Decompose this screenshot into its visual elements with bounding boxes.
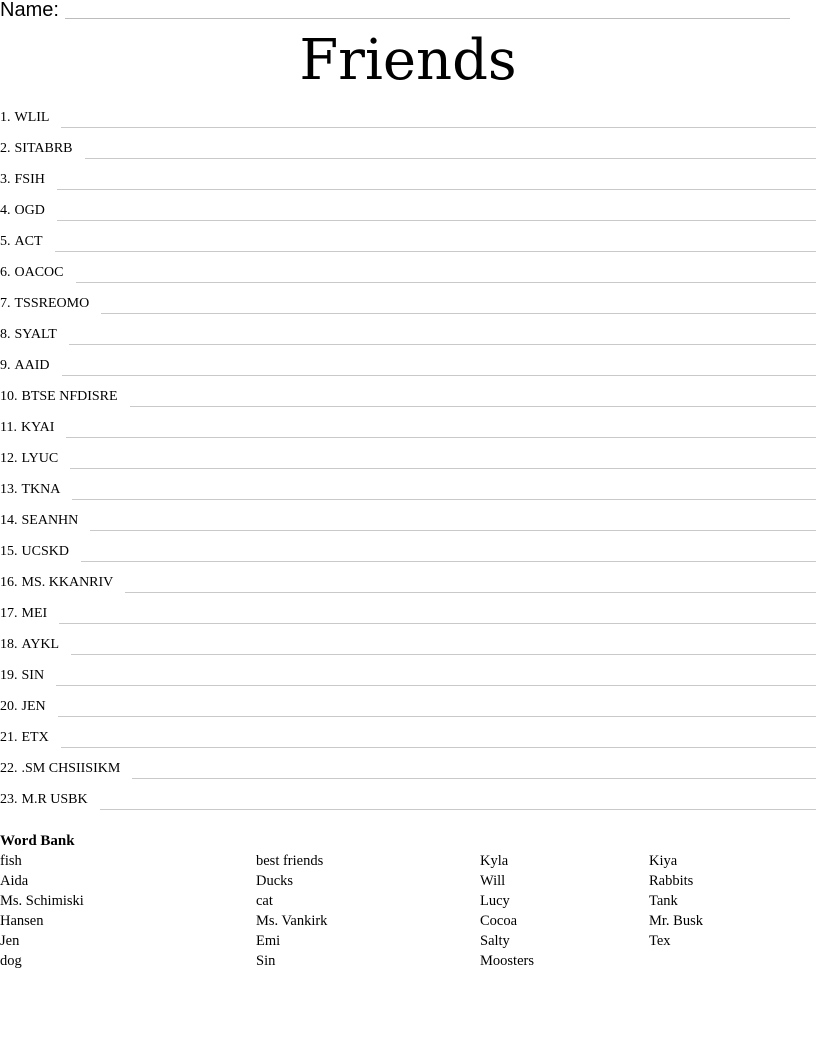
answer-line[interactable] xyxy=(58,716,816,717)
name-field-row xyxy=(0,0,790,20)
word-bank-column-3 xyxy=(480,851,534,971)
item-number: 16. xyxy=(0,575,18,590)
item-number: 3. xyxy=(0,172,11,187)
scramble-item xyxy=(0,542,816,573)
scramble-item xyxy=(0,294,816,325)
scrambled-word: LYUC xyxy=(21,451,59,466)
scramble-item xyxy=(0,263,816,294)
scrambled-word: ETX xyxy=(21,730,49,745)
scrambled-word: SYALT xyxy=(14,327,57,342)
scrambled-word: UCSKD xyxy=(21,544,69,559)
answer-line[interactable] xyxy=(70,468,816,469)
item-number: 13. xyxy=(0,482,18,497)
scramble-item xyxy=(0,573,816,604)
answer-line[interactable] xyxy=(125,592,816,593)
scramble-item xyxy=(0,759,816,790)
name-blank-line[interactable] xyxy=(65,18,790,19)
answer-line[interactable] xyxy=(76,282,816,283)
answer-line[interactable] xyxy=(130,406,816,407)
scrambled-word: ACT xyxy=(14,234,43,249)
item-number: 9. xyxy=(0,358,11,373)
scramble-item xyxy=(0,387,816,418)
scramble-item xyxy=(0,325,816,356)
word-bank-entry: best friends xyxy=(256,853,324,869)
scrambled-word: JEN xyxy=(21,699,46,714)
word-bank-column-1 xyxy=(0,851,84,971)
scrambled-word: MEI xyxy=(21,606,48,621)
item-number: 8. xyxy=(0,327,11,342)
word-bank-entry: Cocoa xyxy=(480,913,518,929)
word-bank-entry: Moosters xyxy=(480,953,534,969)
word-bank-entry: Kyla xyxy=(480,853,509,869)
answer-line[interactable] xyxy=(81,561,816,562)
scrambled-word: OACOC xyxy=(14,265,64,280)
scramble-item xyxy=(0,201,816,232)
item-number: 15. xyxy=(0,544,18,559)
word-bank-entry: Will xyxy=(480,873,506,889)
answer-line[interactable] xyxy=(71,654,816,655)
item-number: 22. xyxy=(0,761,18,776)
scramble-item xyxy=(0,728,816,759)
item-number: 4. xyxy=(0,203,11,218)
word-bank-entry: Aida xyxy=(0,873,29,889)
item-number: 12. xyxy=(0,451,18,466)
word-bank-entry: Lucy xyxy=(480,893,510,909)
scrambled-word: BTSE NFDISRE xyxy=(21,389,118,404)
word-bank-entry: Ms. Vankirk xyxy=(256,913,328,929)
item-number: 23. xyxy=(0,792,18,807)
word-bank-entry: Emi xyxy=(256,933,281,949)
item-number: 7. xyxy=(0,296,11,311)
answer-line[interactable] xyxy=(62,375,816,376)
answer-line[interactable] xyxy=(57,220,816,221)
item-number: 6. xyxy=(0,265,11,280)
scrambled-word: M.R USBK xyxy=(21,792,88,807)
scrambled-word: MS. KKANRIV xyxy=(21,575,114,590)
answer-line[interactable] xyxy=(66,437,816,438)
answer-line[interactable] xyxy=(56,685,816,686)
answer-line[interactable] xyxy=(101,313,816,314)
scramble-item xyxy=(0,511,816,542)
scramble-item xyxy=(0,697,816,728)
scrambled-word: SIN xyxy=(21,668,45,683)
word-bank-entry: Hansen xyxy=(0,913,44,929)
scrambled-word: AYKL xyxy=(21,637,60,652)
word-bank-title: Word Bank xyxy=(0,833,75,849)
item-number: 11. xyxy=(0,420,17,435)
scramble-item xyxy=(0,170,816,201)
item-number: 14. xyxy=(0,513,18,528)
answer-line[interactable] xyxy=(57,189,816,190)
scramble-item xyxy=(0,449,816,480)
item-number: 5. xyxy=(0,234,11,249)
answer-line[interactable] xyxy=(61,747,816,748)
word-bank-entry: Sin xyxy=(256,953,276,969)
scramble-item xyxy=(0,666,816,697)
word-bank-column-4 xyxy=(649,851,703,951)
answer-line[interactable] xyxy=(100,809,816,810)
word-bank-entry: dog xyxy=(0,953,22,969)
item-number: 10. xyxy=(0,389,18,404)
answer-line[interactable] xyxy=(59,623,816,624)
page-title: Friends xyxy=(299,28,517,93)
scramble-item xyxy=(0,232,816,263)
word-bank-entry: Ms. Schimiski xyxy=(0,893,84,909)
scrambled-word: KYAI xyxy=(20,420,55,435)
item-number: 18. xyxy=(0,637,18,652)
scrambled-word: AAID xyxy=(14,358,50,373)
answer-line[interactable] xyxy=(69,344,816,345)
scramble-item xyxy=(0,604,816,635)
item-number: 2. xyxy=(0,141,11,156)
scrambled-word: FSIH xyxy=(14,172,45,187)
answer-line[interactable] xyxy=(72,499,816,500)
answer-line[interactable] xyxy=(85,158,816,159)
word-bank-column-2 xyxy=(256,851,327,971)
name-label: Name: xyxy=(0,0,59,21)
scrambled-word: SEANHN xyxy=(21,513,79,528)
scramble-item xyxy=(0,480,816,511)
word-bank-entry: Kiya xyxy=(649,853,678,869)
item-number: 19. xyxy=(0,668,18,683)
scramble-item xyxy=(0,108,816,139)
scrambled-word: SITABRB xyxy=(14,141,73,156)
item-number: 21. xyxy=(0,730,18,745)
answer-line[interactable] xyxy=(90,530,816,531)
scrambled-word: WLIL xyxy=(14,110,50,125)
item-number: 1. xyxy=(0,110,11,125)
scrambled-word: TSSREOMO xyxy=(14,296,90,311)
scramble-item xyxy=(0,356,816,387)
word-bank-entry: Rabbits xyxy=(649,873,694,889)
word-bank-entry: Jen xyxy=(0,933,20,949)
scramble-list xyxy=(0,108,816,821)
word-bank-entry: fish xyxy=(0,853,22,869)
scramble-item xyxy=(0,139,816,170)
scramble-item xyxy=(0,790,816,821)
scrambled-word: .SM CHSIISIKM xyxy=(21,761,121,776)
item-number: 17. xyxy=(0,606,18,621)
word-bank-entry: Salty xyxy=(480,933,510,949)
word-bank-entry: Tex xyxy=(649,933,671,949)
word-bank-entry: Tank xyxy=(649,893,678,909)
item-number: 20. xyxy=(0,699,18,714)
scramble-item xyxy=(0,418,816,449)
word-bank-entry: cat xyxy=(256,893,273,909)
answer-line[interactable] xyxy=(132,778,816,779)
scrambled-word: OGD xyxy=(14,203,45,218)
word-bank-entry: Mr. Busk xyxy=(649,913,703,929)
word-bank-entry: Ducks xyxy=(256,873,294,889)
scramble-item xyxy=(0,635,816,666)
scrambled-word: TKNA xyxy=(21,482,61,497)
answer-line[interactable] xyxy=(55,251,816,252)
answer-line[interactable] xyxy=(61,127,816,128)
